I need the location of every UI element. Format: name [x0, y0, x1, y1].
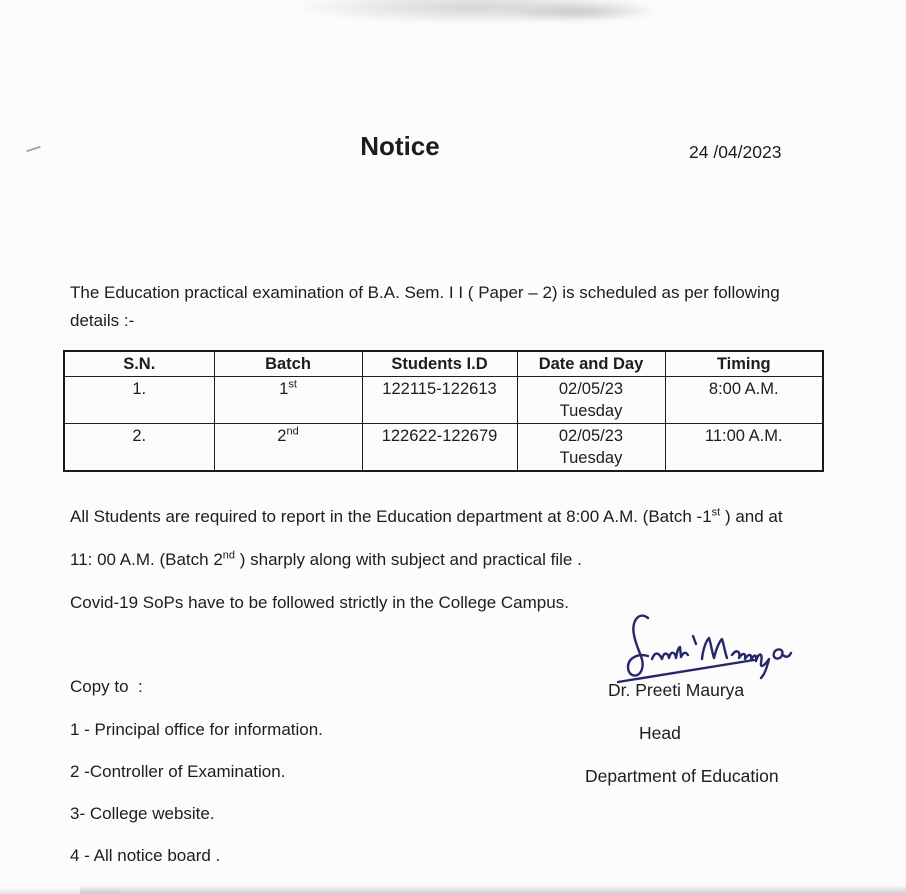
signer-department: Department of Education — [585, 766, 779, 786]
copy-to-item: 2 -Controller of Examination. — [70, 762, 286, 781]
copy-to-item: 4 - All notice board . — [70, 846, 221, 865]
handwritten-signature — [598, 610, 810, 688]
copy-to-item: 1 - Principal office for information. — [70, 720, 323, 739]
cell-date: 02/05/23 — [558, 427, 624, 445]
signer-role: Head — [639, 723, 681, 743]
note-report-line2: 11: 00 A.M. (Batch 2nd ) sharply along with subject and practical file . — [70, 549, 582, 569]
cell-date-day — [517, 424, 665, 472]
cell-day: Tuesday — [559, 402, 623, 420]
batch-ordinal: nd — [286, 425, 299, 438]
page-title: Notice — [360, 131, 440, 161]
document-date: 24 /04/2023 — [689, 142, 782, 162]
table-row — [64, 377, 823, 424]
copy-to-item: 3- College website. — [70, 804, 215, 823]
intro-text-line2: details :- — [70, 311, 135, 330]
column-header-timing: Timing — [665, 351, 823, 377]
scan-smudge — [500, 2, 660, 22]
column-header-batch: Batch — [214, 351, 362, 377]
exam-schedule-table-container — [63, 350, 824, 472]
cell-date: 02/05/23 — [558, 380, 624, 398]
cell-students-id: 122115-122613 — [362, 377, 517, 424]
cell-students-id: 122622-122679 — [362, 424, 517, 472]
cell-sn: 2. — [64, 424, 214, 472]
scan-edge-shadow — [80, 885, 906, 894]
batch-ordinal: st — [288, 378, 297, 391]
cell-sn: 1. — [64, 377, 214, 424]
column-header-sn: S.N. — [64, 351, 214, 377]
batch-number: 2 — [277, 427, 287, 445]
cell-batch — [214, 424, 362, 472]
table-row — [64, 424, 823, 472]
cell-batch — [214, 377, 362, 424]
note-covid: Covid-19 SoPs have to be followed strictly in the College Campus. — [70, 593, 569, 612]
table-header-row — [64, 351, 823, 377]
signature-strokes — [618, 616, 791, 682]
cell-timing: 8:00 A.M. — [665, 377, 823, 424]
note-report-line1: All Students are required to report in the Education department at 8:00 A.M. (Batch -1st ) and at — [70, 506, 783, 526]
copy-to-label: Copy to : — [70, 677, 143, 696]
batch-number: 1 — [279, 380, 289, 398]
scan-edge-shadow — [0, 888, 120, 894]
cell-timing: 11:00 A.M. — [665, 424, 823, 472]
cell-date-day — [517, 377, 665, 424]
intro-text-line1: The Education practical examination of B.A. Sem. I I ( Paper – 2) is scheduled as per following — [70, 283, 780, 302]
pencil-mark — [26, 146, 41, 153]
signer-name: Dr. Preeti Maurya — [608, 680, 745, 700]
exam-schedule-table — [63, 350, 824, 472]
column-header-date-day: Date and Day — [517, 351, 665, 377]
cell-day: Tuesday — [559, 449, 623, 467]
column-header-students-id: Students I.D — [362, 351, 517, 377]
